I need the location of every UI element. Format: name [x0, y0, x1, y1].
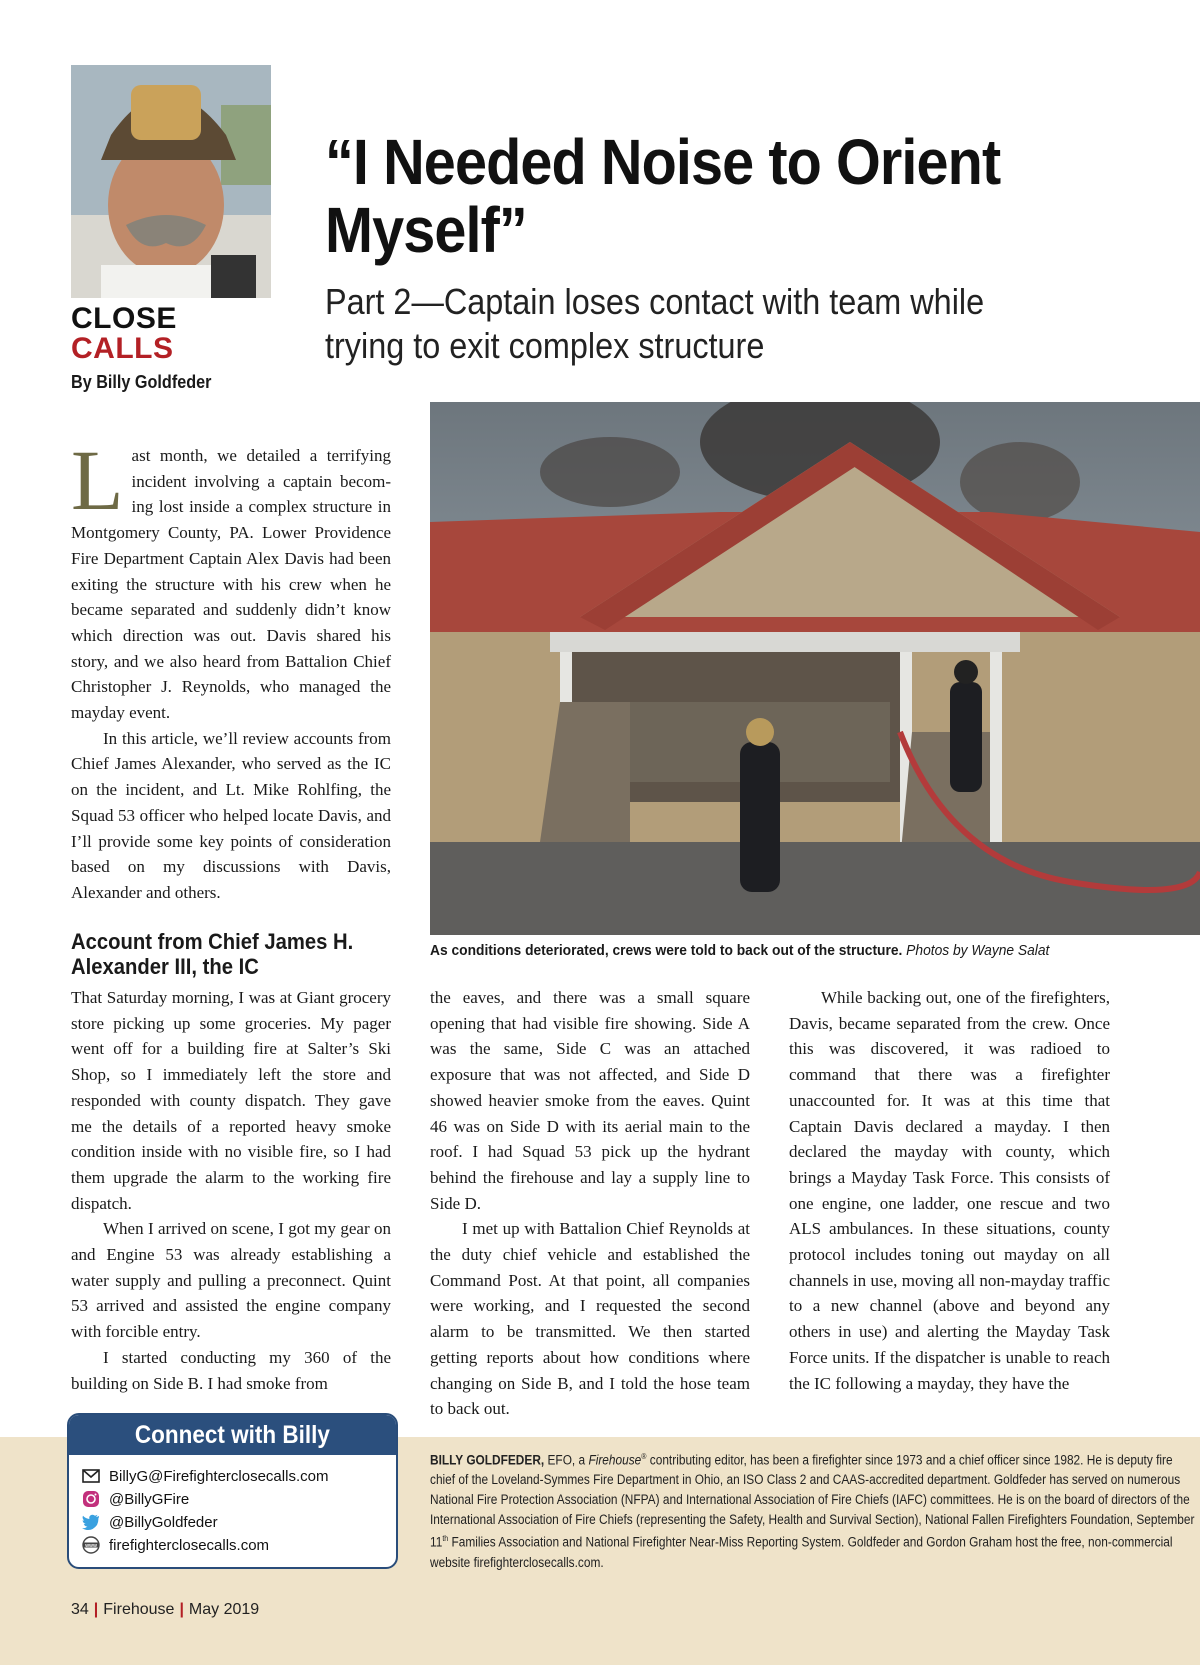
bio-name: BILLY GOLDFEDER, — [430, 1452, 545, 1468]
byline: By Billy Goldfeder — [71, 372, 212, 392]
instagram-handle: @BillyGFire — [109, 1490, 190, 1508]
www-globe-icon — [81, 1535, 101, 1555]
photo-caption — [430, 942, 1138, 959]
author-headshot — [71, 65, 271, 298]
bio-text: Families Association and National Firefighter Near-Miss Reporting System. Goldfeder and Gordon Graham host the free, non-commercial website firefighterclosecalls.com. — [430, 1534, 1173, 1570]
paragraph: While backing out, one of the firefighters, Davis, became separated from the crew. Once this was discovered, it was radioed to command that there was a firefighter unaccounted for. It was at this time that Captain Davis declared a mayday. I then declared the mayday with county, which brings a Mayday Task Force. This consists of one engine, one ladder, one rescue and two ALS ambulances. In these situations, county protocol includes toning out mayday on all channels in use, moving all non-mayday traffic to a new channel (above and beyond any others in use) and alerting the Mayday Task Force units. If the dispatcher is unable to reach the IC following a mayday, they have the — [789, 988, 1110, 1393]
connect-box — [67, 1413, 398, 1569]
email-address: BillyG@Firefighterclosecalls.com — [109, 1467, 329, 1485]
body-column-1 — [71, 985, 391, 1396]
deck: Part 2—Captain loses contact with team while trying to exit complex structure — [325, 281, 985, 366]
paragraph: That Saturday morning, I was at Giant grocery store picking up some groceries. My pager went off for a building fire at Salter’s Ski Shop, so I immediately left the store and responded with county dispatch. They gave me the details of a reported heavy smoke condition inside with no visible fire, so I had them upgrade the alarm to the working fire dispatch. — [71, 988, 391, 1213]
paragraph: When I arrived on scene, I got my gear on and Engine 53 was already establishing a water supply and pulling a preconnect. Quint 53 arrived and assisted the engine company with forcible entry. — [71, 1219, 391, 1342]
body-column-2 — [430, 985, 750, 1422]
envelope-icon — [81, 1466, 101, 1486]
paragraph: I met up with Battalion Chief Reynolds at the duty chief vehicle and established the Command Post. At that point, all companies were working, and I requested the second alarm to be transmitted. We then started getting reports about how conditions where changing on Side B, and I told the hose team to back out. — [430, 1219, 750, 1419]
twitter-link[interactable] — [81, 1511, 218, 1533]
bio-publication: Firehouse — [588, 1452, 642, 1468]
caption-text: As conditions deteriorated, crews were told to back out of the structure. — [430, 942, 903, 959]
magazine-name: Firehouse — [103, 1601, 175, 1618]
headline: “I Needed Noise to Orient Myself” — [325, 126, 1001, 266]
paragraph: I started conducting my 360 of the building on Side B. I had smoke from — [71, 1347, 391, 1393]
twitter-bird-icon — [81, 1512, 101, 1532]
bio-text: EFO, a — [544, 1452, 589, 1468]
svg-text:WWW: WWW — [85, 1542, 97, 1548]
page-number: 34 — [71, 1601, 89, 1618]
connect-title — [69, 1415, 396, 1455]
body-column-3 — [789, 985, 1110, 1396]
website-url: firefighterclosecalls.com — [109, 1536, 270, 1554]
author-bio — [430, 1447, 1196, 1572]
website-link[interactable] — [81, 1534, 269, 1556]
instagram-icon — [81, 1489, 101, 1509]
footer-divider: | — [179, 1601, 184, 1618]
twitter-handle: @BillyGoldfeder — [109, 1513, 218, 1531]
bio-registered-mark: ® — [641, 1452, 647, 1461]
photo-credit: Photos by Wayne Salat — [906, 942, 1050, 959]
page-footer — [71, 1601, 259, 1619]
section-subhead: Account from Chief James H. Alexander III, the IC — [71, 929, 354, 979]
fire-scene-photo — [430, 402, 1200, 935]
footer-divider: | — [93, 1601, 99, 1618]
intro-paragraph-1: ast month, we detailed a terrifying incident involving a captain becoming lost inside a complex structure in Montgomery County, PA. Lower Providence Fire Department Captain Alex Davis had been exiting the structure with his crew when he became separated and suddenly didn’t know which direction was out. Davis shared his story, and we also heard from Battalion Chief Christopher J. Reynolds, who managed the mayday event. — [71, 446, 391, 723]
paragraph: the eaves, and there was a small square opening that had visible fire showing. Side A was the same, Side C was an attached exposure that was not affected, and Side D showed heavier smoke from the eaves. Quint 46 was on Side D with its aerial main to the roof. I had Squad 53 pick up the hydrant behind the firehouse and lay a supply line to Side D. — [430, 988, 750, 1213]
email-link[interactable] — [81, 1465, 328, 1487]
issue-date: May 2019 — [188, 1601, 260, 1618]
bio-ordinal: th — [442, 1534, 449, 1544]
intro-paragraph-2: In this article, we’ll review accounts from Chief James Alexander, who served as the IC on the incident, and Lt. Mike Rohlfing, the Squad 53 officer who helped locate Davis, and I’ll provide some key points of consideration based on my discussions with Davis, Alexander and others. — [71, 728, 391, 902]
instagram-link[interactable] — [81, 1488, 189, 1510]
connect-title-text: Connect with Billy — [134, 1421, 331, 1449]
intro-text — [71, 432, 391, 906]
column-label-calls: CALLS — [71, 332, 174, 365]
bio-text: contributing editor, has been a firefighter since 1973 and a chief officer since 1982. He is deputy fire chief of the Loveland-Symmes Fire Department in Ohio, an ISO Class 2 and CAAS-accredited department. Goldfeder has served on numerous National Fire Protection Association (NFPA) and International Association of Fire Chiefs (IAFC) committees. He is on the board of directors of the International Association of Fire Chiefs (representing the Safety, Health and Survival Section), National Fallen Firefighters Foundation, September 11 — [430, 1452, 1195, 1550]
column-label-close: CLOSE — [71, 302, 177, 335]
drop-cap: L — [71, 432, 124, 528]
